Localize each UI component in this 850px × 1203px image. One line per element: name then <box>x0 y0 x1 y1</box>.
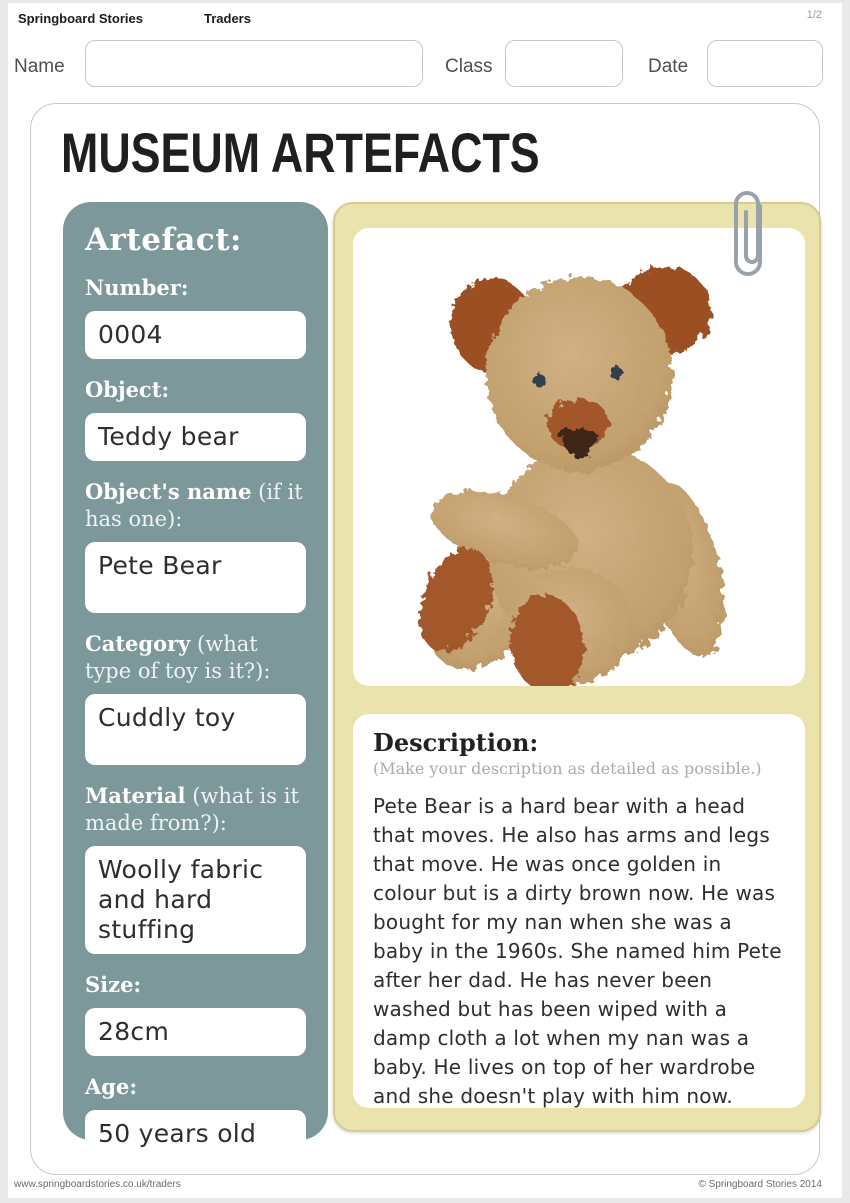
artefact-panel <box>63 202 328 1148</box>
object-label: Object: <box>85 377 170 402</box>
object-name-label: Object's name (if it has one): <box>85 479 303 531</box>
age-input[interactable]: 50 years old <box>85 1110 306 1158</box>
artefact-photo <box>353 228 805 686</box>
footer-url: www.springboardstories.co.uk/traders <box>14 1179 181 1190</box>
brand-logo: Springboard Stories <box>18 11 143 26</box>
object-name-input[interactable]: Pete Bear <box>85 542 306 613</box>
artefact-record-card <box>333 202 821 1132</box>
date-label: Date <box>648 56 689 77</box>
material-input[interactable]: Woolly fabric and hard stuffing <box>85 846 306 954</box>
footer-copyright: © Springboard Stories 2014 <box>698 1179 822 1190</box>
class-input[interactable] <box>506 41 622 86</box>
description-text[interactable]: Pete Bear is a hard bear with a head that moves. He also has arms and legs that move. He was once golden in colour but is a dirty brown now. He was bought for my nan when she was a baby in the 1960s. She named him Pete after her dad. He has never been washed but has been wiped with a damp cloth a lot when my nan was a baby. He lives on top of her wardrobe and she doesn't play with him now. <box>373 794 782 1108</box>
paperclip-icon <box>725 182 773 282</box>
name-input[interactable] <box>86 41 422 86</box>
date-input[interactable] <box>708 41 822 86</box>
category-input[interactable]: Cuddly toy <box>85 694 306 765</box>
category-label: Category (what type of toy is it?): <box>85 631 271 683</box>
class-label: Class <box>445 56 493 77</box>
worksheet-page <box>8 3 842 1198</box>
description-hint: (Make your description as detailed as possible.) <box>373 759 762 778</box>
material-label: Material (what is it made from?): <box>85 783 299 835</box>
worksheet-card <box>30 103 820 1175</box>
age-label: Age: <box>85 1074 138 1099</box>
name-field[interactable] <box>85 40 423 87</box>
object-input[interactable]: Teddy bear <box>85 413 306 461</box>
description-section <box>353 714 805 1108</box>
page-title: MUSEUM ARTEFACTS <box>61 121 540 184</box>
class-field[interactable] <box>505 40 623 87</box>
topic-label: Traders <box>204 11 251 26</box>
number-input[interactable]: 0004 <box>85 311 306 359</box>
date-field[interactable] <box>707 40 823 87</box>
number-label: Number: <box>85 275 189 300</box>
size-label: Size: <box>85 972 142 997</box>
artefact-heading: Artefact: <box>85 222 242 258</box>
page-number: 1/2 <box>806 9 822 21</box>
teddy-bear-photo <box>353 228 805 686</box>
size-input[interactable]: 28cm <box>85 1008 306 1056</box>
description-heading: Description: <box>373 728 539 757</box>
name-label: Name <box>14 56 65 77</box>
